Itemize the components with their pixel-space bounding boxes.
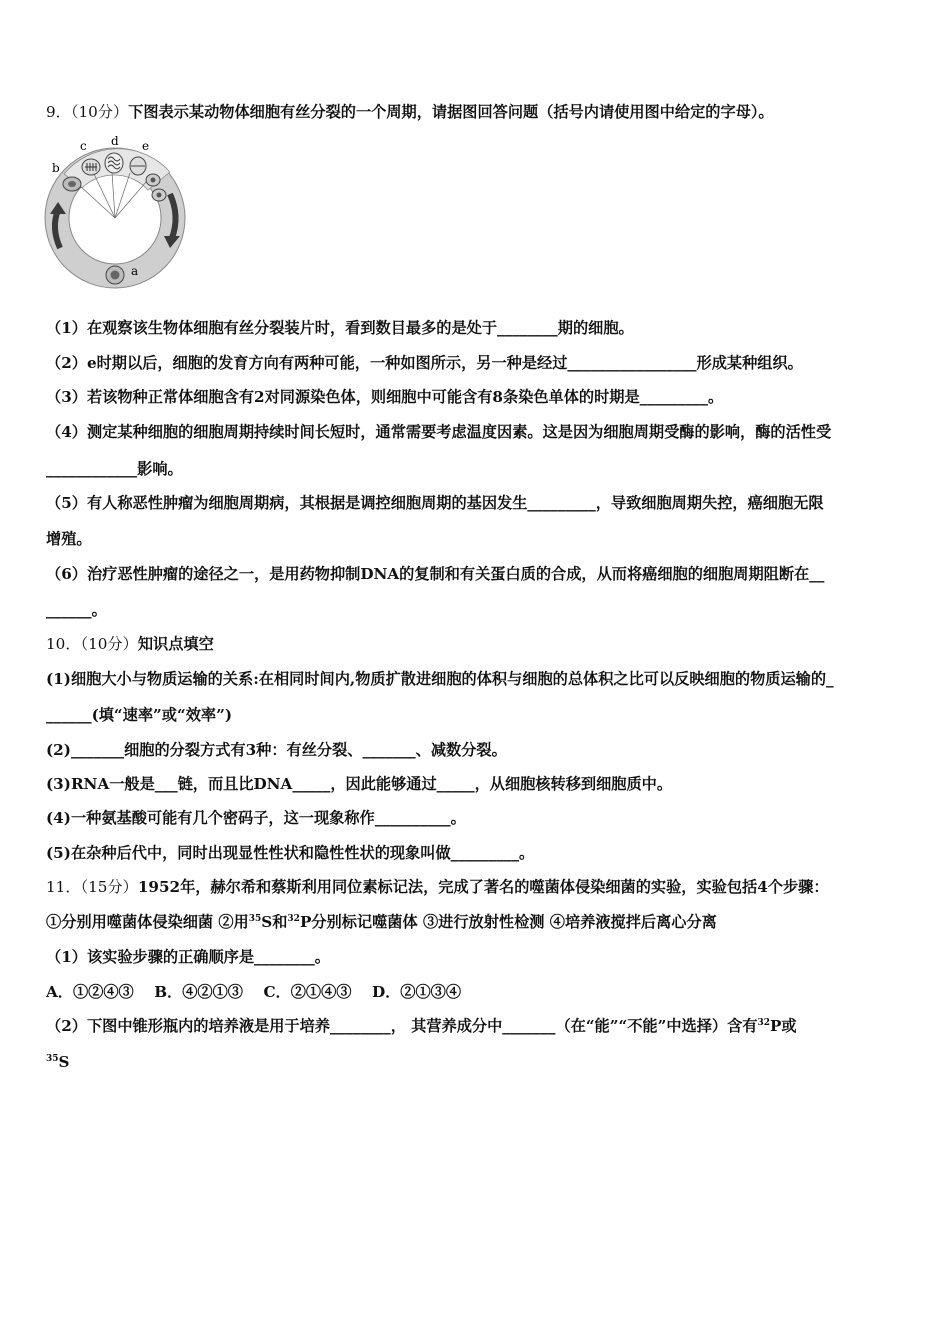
q10-number: 10．（10分）	[46, 635, 138, 653]
q9-item-5-cont: 增殖。	[46, 530, 92, 548]
label-c: c	[80, 139, 87, 153]
q11-options: A．①②④③ B．④②①③ C．②①④③ D．②①③④	[46, 983, 462, 1001]
q10-item-2: (2)_______细胞的分裂方式有3种：有丝分裂、_______、减数分裂。	[46, 741, 507, 759]
q11-number: 11．（15分）	[46, 878, 138, 896]
cell-b-nucleus	[68, 181, 76, 187]
q11-item-2-cont	[46, 1052, 70, 1072]
label-a: a	[131, 264, 139, 278]
q10-header-text: 知识点填空	[137, 635, 214, 653]
q11-header-text: 1952年，赫尔希和蔡斯利用同位素标记法，完成了著名的噬菌体侵染细菌的实验，实验包括4个步骤：	[137, 878, 829, 896]
q9-item-2: （2）e时期以后，细胞的发育方向有两种可能，一种如图所示，另一种是经过_________________形成某种组织。	[46, 354, 803, 372]
q11-steps-part3: P分别标记噬菌体 ③进行放射性检测 ④培养液搅拌后离心分离	[299, 913, 717, 931]
q11-steps	[46, 912, 717, 932]
q11-steps-sup1: 35	[248, 914, 262, 924]
q11-item2-sup1: 32	[757, 1018, 770, 1028]
q11-item-2	[46, 1016, 797, 1036]
q11-item2-part1: （2）下图中锥形瓶内的培养液是用于培养________， 其营养成分中_______（在“能”“不能”中选择）含有	[46, 1017, 758, 1035]
q9-number: 9．（10分）	[46, 103, 129, 121]
q9-header	[46, 102, 774, 122]
q9-item-1: （1）在观察该生物体细胞有丝分裂装片时，看到数目最多的是处于________期的细胞。	[46, 319, 634, 337]
daughter-nucleus	[151, 178, 156, 183]
q11-steps-sup2: 32	[287, 914, 300, 924]
q11-item-1: （1）该实验步骤的正确顺序是________。	[46, 948, 330, 966]
q11-item2-part3: S	[58, 1053, 70, 1071]
label-b: b	[52, 161, 60, 175]
daughter-nucleus	[157, 193, 162, 198]
q11-steps-part2: S和	[261, 913, 288, 931]
q10-item-1-cont: ______(填“速率”或“效率”)	[46, 706, 233, 724]
q9-item-3: （3）若该物种正常体细胞含有2对同源染色体，则细胞中可能含有8条染色单体的时期是_________。	[46, 388, 724, 406]
q9-item-6: （6）治疗恶性肿瘤的途径之一，是用药物抑制DNA的复制和有关蛋白质的合成，从而将癌细胞的细胞周期阻断在__	[46, 565, 825, 583]
q11-item2-part2: P或	[770, 1017, 797, 1035]
label-d: d	[111, 134, 119, 148]
cell-cycle-diagram	[42, 132, 222, 292]
q10-header	[46, 634, 214, 654]
q10-item-3: (3)RNA一般是___链，而且比DNA_____，因此能够通过_____，从细胞核转移到细胞质中。	[46, 775, 673, 793]
cell-a-nucleus	[111, 271, 120, 280]
q9-item-5: （5）有人称恶性肿瘤为细胞周期病，其根据是调控细胞周期的基因发生_________，导致细胞周期失控，癌细胞无限	[46, 494, 824, 512]
q10-item-4: (4)一种氨基酸可能有几个密码子，这一现象称作__________。	[46, 809, 466, 827]
q9-item-6-cont: ______。	[46, 601, 107, 619]
cell-cycle-figure	[42, 132, 222, 292]
label-e: e	[142, 139, 150, 153]
q10-item-5: (5)在杂种后代中，同时出现显性性状和隐性性状的现象叫做_________。	[46, 844, 535, 862]
q9-item-4: （4）测定某种细胞的细胞周期持续时间长短时，通常需要考虑温度因素。这是因为细胞周期受酶的影响，酶的活性受	[46, 423, 832, 441]
q9-item-4-cont: ____________影响。	[46, 460, 183, 478]
q10-item-1: (1)细胞大小与物质运输的关系:在相同时间内,物质扩散进细胞的体积与细胞的总体积之比可以反映细胞的物质运输的_	[46, 670, 834, 688]
q11-steps-part1: ①分别用噬菌体侵染细菌 ②用	[46, 913, 249, 931]
q11-header	[46, 877, 829, 897]
q11-item2-sup2: 35	[46, 1054, 59, 1064]
q9-header-text: 下图表示某动物体细胞有丝分裂的一个周期，请据图回答问题（括号内请使用图中给定的字母）。	[128, 103, 774, 121]
